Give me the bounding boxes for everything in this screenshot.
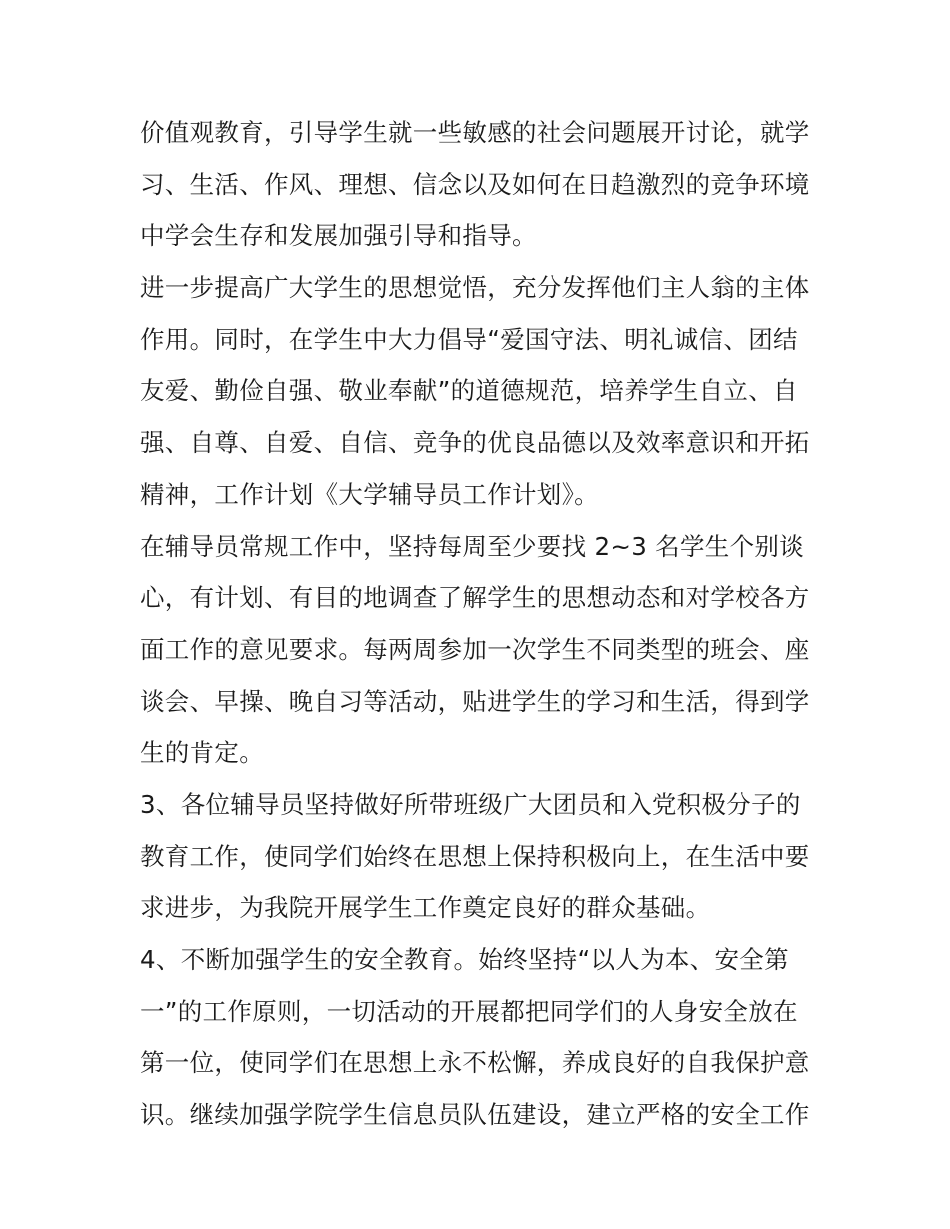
text-line: 4、不断加强学生的安全教育。始终坚持“以人为本、安全第 xyxy=(140,945,789,974)
text-line: 在辅导员常规工作中，坚持每周至少要找 2~3 名学生个别谈 xyxy=(140,531,804,561)
text-line: 第一位，使同学们在思想上永不松懈，养成良好的自我保护意 xyxy=(140,1048,810,1078)
text-line: 价值观教育，引导学生就一些敏感的社会问题展开讨论，就学 xyxy=(140,118,810,147)
text-line: 生的肯定。 xyxy=(140,738,264,768)
text-line: 精神，工作计划《大学辅导员工作计划》。 xyxy=(140,479,599,509)
text-line: 进一步提高广大学生的思想觉悟，充分发挥他们主人翁的主体 xyxy=(140,273,810,303)
text-line: 强、自尊、自爱、自信、竞争的优良品德以及效率意识和开拓 xyxy=(140,428,810,458)
text-line: 习、生活、作风、理想、信念以及如何在日趋激烈的竞争环境 xyxy=(140,169,810,199)
text-line: 心，有计划、有目的地调查了解学生的思想动态和对学校各方 xyxy=(140,583,810,613)
text-line: 一”的工作原则，一切活动的开展都把同学们的人身安全放在 xyxy=(140,996,798,1026)
text-line: 教育工作，使同学们始终在思想上保持积极向上，在生活中要 xyxy=(140,841,810,871)
text-line: 友爱、勤俭自强、敬业奉献”的道德规范，培养学生自立、自 xyxy=(140,376,798,406)
document-body xyxy=(140,107,820,1141)
text-line: 面工作的意见要求。每两周参加一次学生不同类型的班会、座 xyxy=(140,634,810,664)
text-line: 谈会、早操、晚自习等活动，贴进学生的学习和生活，得到学 xyxy=(140,686,810,716)
text-line: 中学会生存和发展加强引导和指导。 xyxy=(140,221,537,251)
text-line: 求进步，为我院开展学生工作奠定良好的群众基础。 xyxy=(140,893,711,923)
text-line: 3、各位辅导员坚持做好所带班级广大团员和入党积极分子的 xyxy=(140,789,801,819)
text-line: 作用。同时，在学生中大力倡导“爱国守法、明礼诚信、团结 xyxy=(140,324,798,354)
text-line: 识。继续加强学院学生信息员队伍建设，建立严格的安全工作 xyxy=(140,1100,810,1130)
